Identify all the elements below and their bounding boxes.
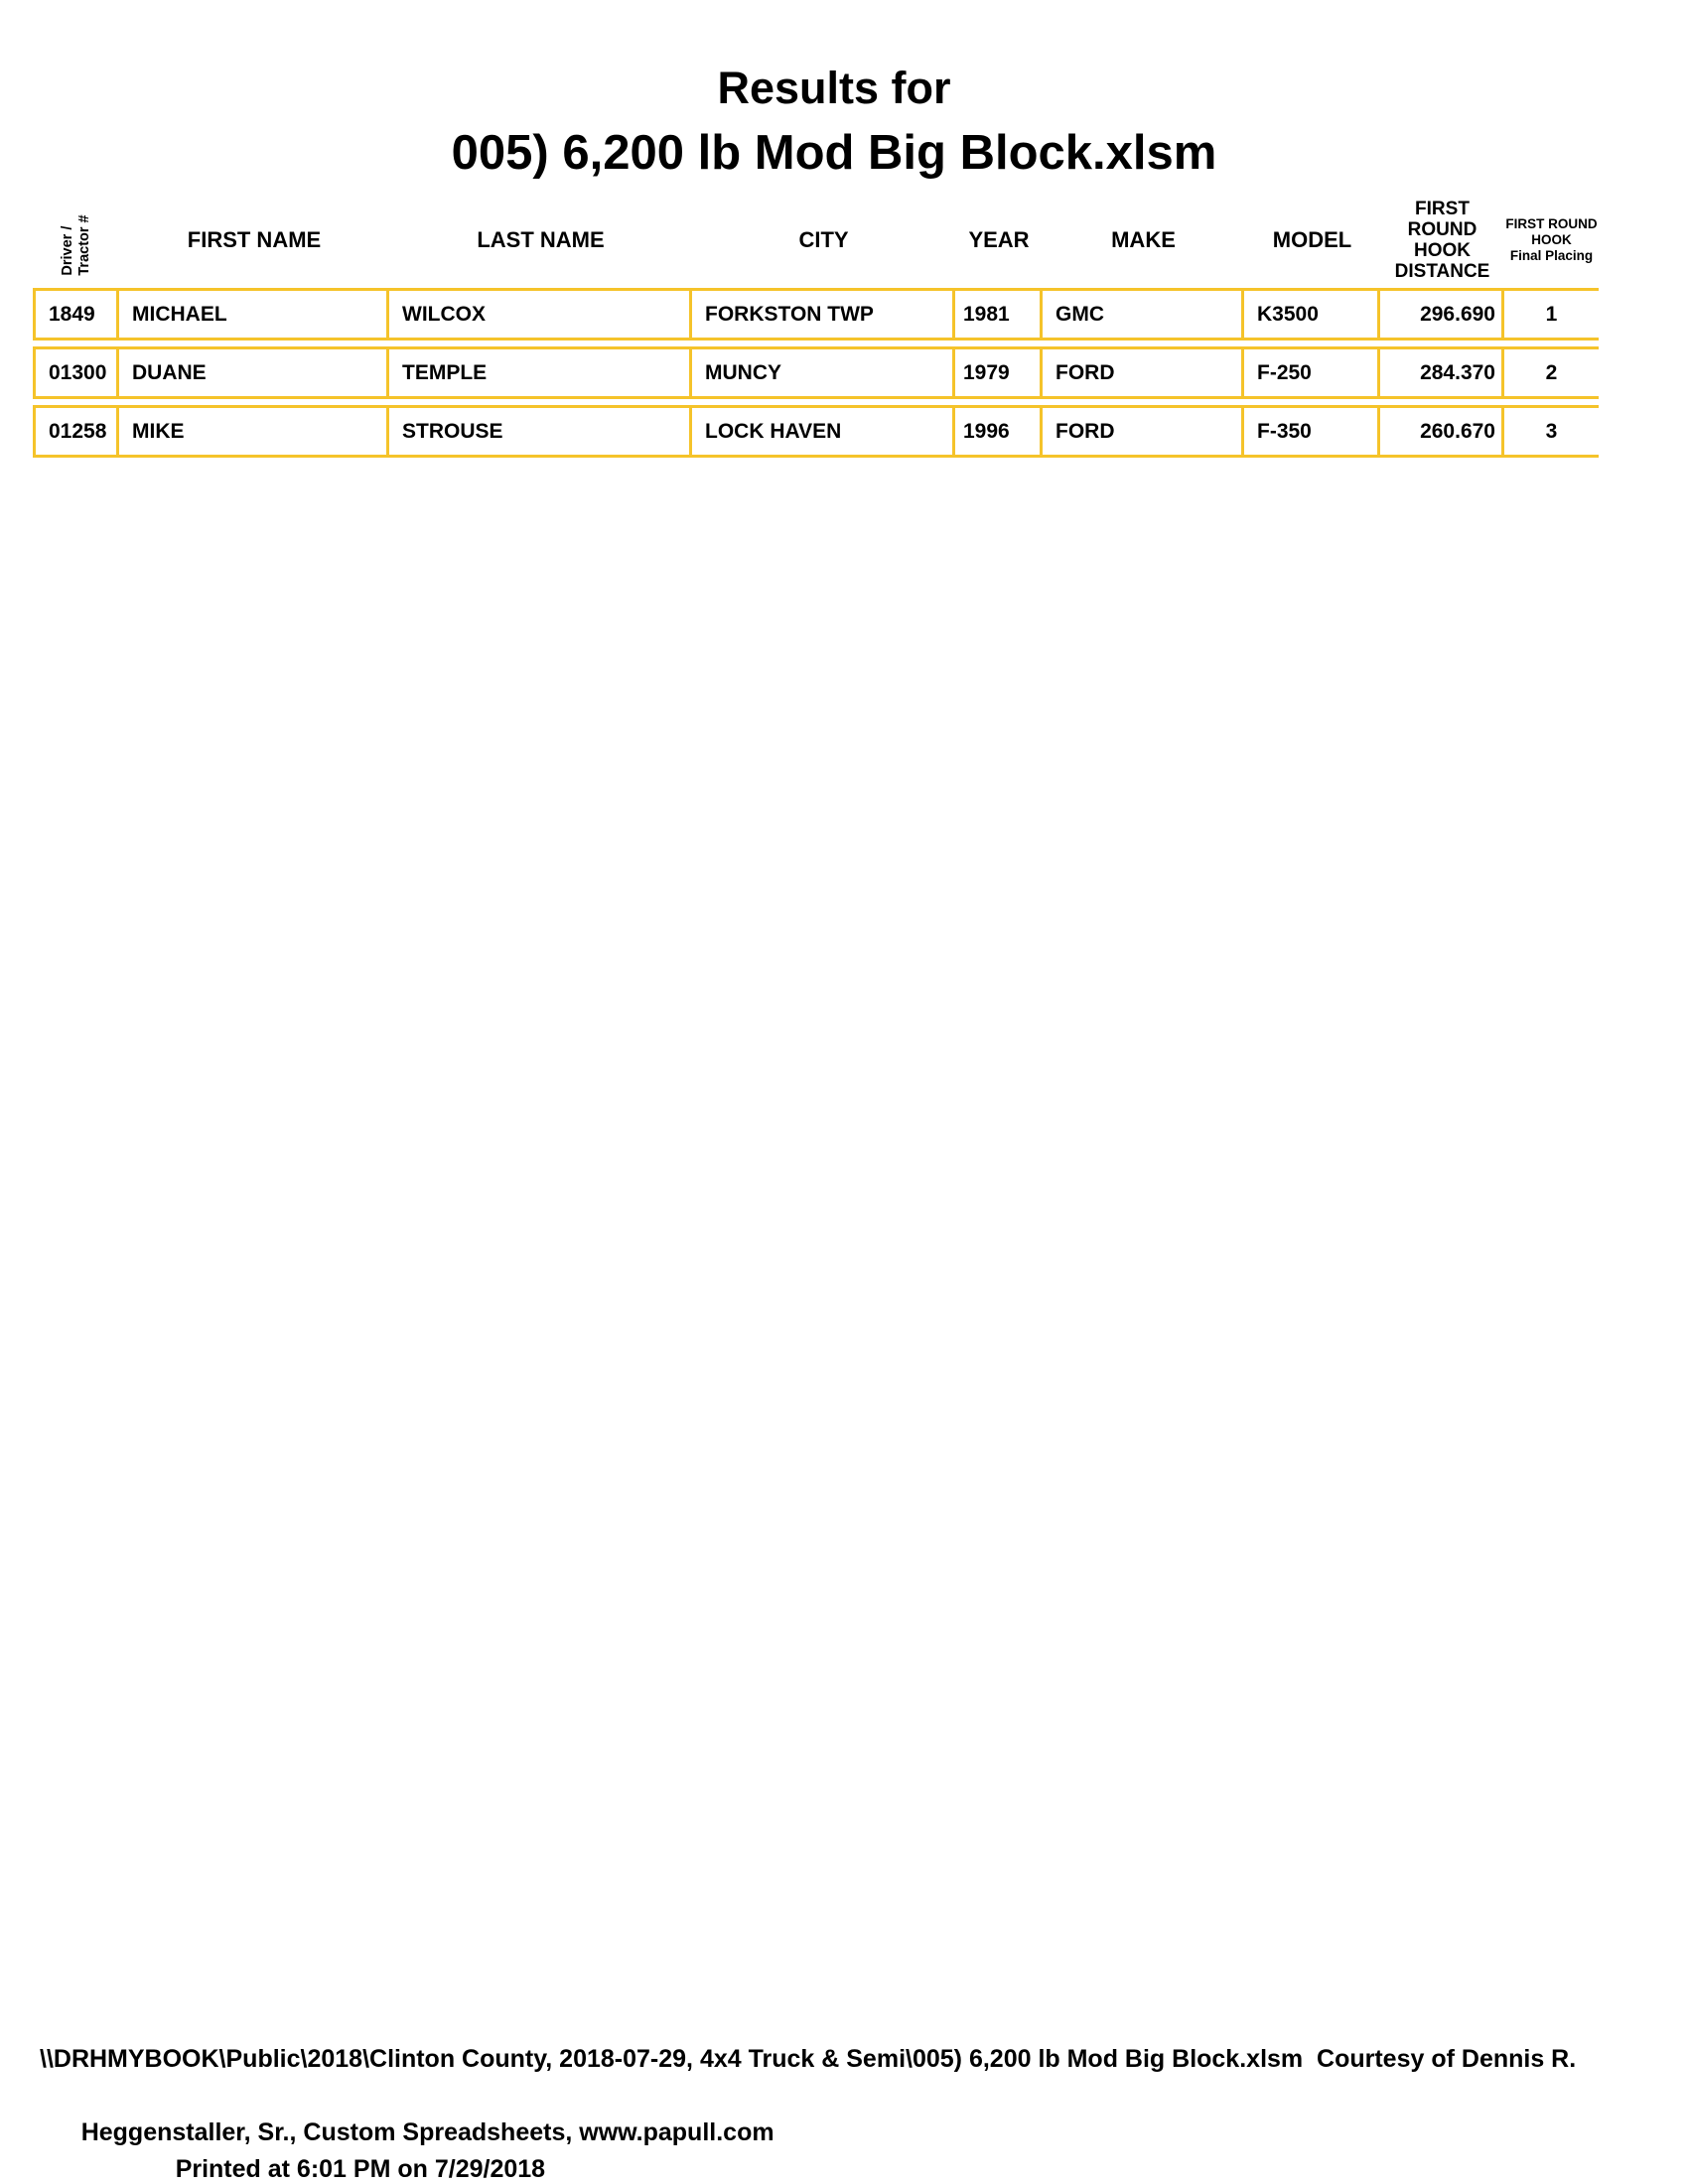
cell-city: FORKSTON TWP	[692, 291, 955, 338]
cell-hook-distance: 296.690	[1380, 291, 1504, 338]
cell-driver-number: 01258	[33, 408, 119, 455]
cell-make: GMC	[1043, 291, 1244, 338]
cell-year: 1996	[955, 408, 1043, 455]
header-driver-line2: Tractor #	[75, 214, 92, 276]
cell-driver-number: 01300	[33, 349, 119, 396]
header-first-round-hook-distance	[1380, 199, 1504, 282]
header-driver-line1: Driver /	[59, 225, 75, 276]
header-placing-line3: Final Placing	[1509, 247, 1594, 263]
header-placing-line2: HOOK	[1531, 231, 1572, 247]
cell-last-name: WILCOX	[389, 291, 692, 338]
footer-printed-timestamp: Printed at 6:01 PM on 7/29/2018	[175, 2155, 546, 2183]
cell-make: FORD	[1043, 408, 1244, 455]
cell-hook-distance: 260.670	[1380, 408, 1504, 455]
header-distance-line2: ROUND	[1407, 218, 1477, 240]
footer-credits-line	[40, 2078, 1668, 2184]
cell-last-name: STROUSE	[389, 408, 692, 455]
cell-year: 1981	[955, 291, 1043, 338]
header-driver-tractor-rotated-label	[60, 214, 93, 275]
page-footer	[40, 2041, 1668, 2184]
cell-final-placing: 1	[1545, 302, 1558, 326]
header-distance-line1: FIRST	[1415, 198, 1470, 219]
cell-make: FORD	[1043, 349, 1244, 396]
header-year: YEAR	[968, 226, 1030, 252]
cell-first-name: DUANE	[119, 349, 389, 396]
cell-model: F-250	[1244, 349, 1380, 396]
footer-file-path-line: \\DRHMYBOOK\Public\2018\Clinton County, 2018-07-29, 4x4 Truck & Semi\005) 6,200 lb Mod Big Block.xlsm Courtesy of Dennis R.	[40, 2045, 1577, 2073]
cell-model: K3500	[1244, 291, 1380, 338]
table-row	[33, 405, 1599, 458]
header-first-round-hook-final-placing	[1504, 216, 1599, 264]
cell-hook-distance: 284.370	[1380, 349, 1504, 396]
table-row	[33, 346, 1599, 399]
cell-first-name: MIKE	[119, 408, 389, 455]
header-city: CITY	[798, 226, 849, 252]
header-distance-line4: DISTANCE	[1394, 260, 1490, 282]
cell-final-placing: 3	[1545, 419, 1558, 443]
cell-city: LOCK HAVEN	[692, 408, 955, 455]
table-header-row	[33, 192, 1599, 288]
header-placing-line1: FIRST ROUND	[1505, 215, 1598, 231]
cell-last-name: TEMPLE	[389, 349, 692, 396]
cell-driver-number: 1849	[33, 291, 119, 338]
header-make: MAKE	[1111, 226, 1176, 252]
header-first-name: FIRST NAME	[187, 226, 322, 252]
cell-final-placing: 2	[1545, 360, 1558, 384]
title-line-2: 005) 6,200 lb Mod Big Block.xlsm	[451, 126, 1217, 180]
cell-city: MUNCY	[692, 349, 955, 396]
cell-model: F-350	[1244, 408, 1380, 455]
title-line-1: Results for	[717, 63, 951, 113]
cell-year: 1979	[955, 349, 1043, 396]
header-distance-line3: HOOK	[1414, 239, 1471, 261]
cell-first-name: MICHAEL	[119, 291, 389, 338]
results-table	[33, 192, 1599, 464]
table-row	[33, 288, 1599, 341]
header-last-name: LAST NAME	[477, 226, 605, 252]
footer-credits-text: Heggenstaller, Sr., Custom Spreadsheets, www.papull.com	[80, 2118, 774, 2146]
report-title	[20, 64, 1648, 181]
header-driver-tractor	[33, 192, 119, 288]
header-model: MODEL	[1272, 226, 1352, 252]
